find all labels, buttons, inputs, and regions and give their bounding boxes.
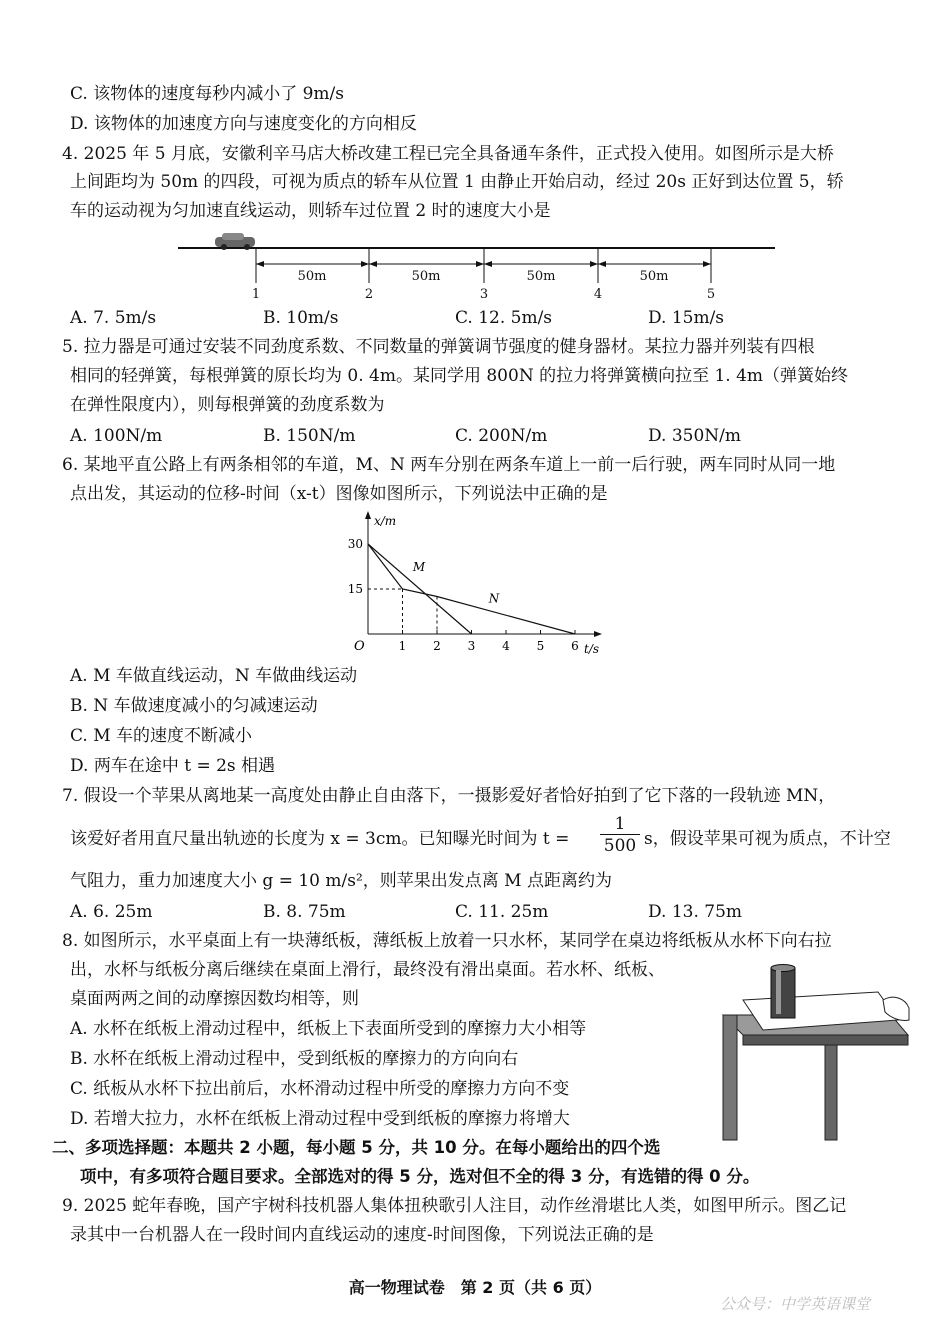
- bridge-diagram: [170, 228, 790, 303]
- q7-option-c: C. 11. 25m: [455, 902, 549, 922]
- q4-line-1: 4. 2025 年 5 月底，安徽利辛马店大桥改建工程已完全具备通车条件，正式投入使用。如图所示是大桥: [62, 144, 834, 164]
- q5-option-a: A. 100N/m: [70, 426, 163, 446]
- table-cup-illustration: [713, 960, 913, 1145]
- x-tick-label: 4: [502, 639, 510, 653]
- xt-graph: [330, 505, 610, 663]
- q4-line-2: 上间距均为 50m 的四段，可视为质点的轿车从位置 1 由静止开始启动，经过 20s 正好到达位置 5，轿: [70, 172, 844, 192]
- q9-line-1: 9. 2025 蛇年春晚，国产宇树科技机器人集体扭秧歌引人注目，动作丝滑堪比人类，如图甲所示。图乙记: [62, 1196, 847, 1216]
- segment-label: 50m: [411, 269, 441, 284]
- watermark: 公众号：中学英语课堂: [719, 1295, 870, 1313]
- segment-label: 50m: [526, 269, 556, 284]
- x-tick-label: 5: [536, 639, 545, 653]
- q8-line-1: 8. 如图所示，水平桌面上有一块薄纸板，薄纸板上放着一只水杯，某同学在桌边将纸板从水杯下向右拉: [62, 931, 832, 951]
- q4-option-c: C. 12. 5m/s: [455, 308, 553, 328]
- segment-label: 50m: [639, 269, 669, 284]
- q6-option-d: D. 两车在途中 t = 2s 相遇: [70, 756, 276, 776]
- x-axis-arrow: [594, 631, 602, 637]
- y-axis-label: x/m: [374, 514, 397, 528]
- page-footer: 高一物理试卷 第 2 页（共 6 页）: [348, 1278, 602, 1297]
- q7-option-b: B. 8. 75m: [263, 902, 346, 922]
- section-2-heading-line-1: 二、多项选择题：本题共 2 小题，每小题 5 分，共 10 分。在每小题给出的四个选: [52, 1138, 661, 1157]
- x-tick-label: 6: [571, 639, 579, 653]
- prev-option-c: C. 该物体的速度每秒内减小了 9m/s: [70, 84, 344, 104]
- q4-option-a: A. 7. 5m/s: [70, 308, 157, 328]
- q4-option-d: D. 15m/s: [648, 308, 725, 328]
- origin-label: O: [354, 639, 365, 654]
- q4-line-3: 车的运动视为匀加速直线运动，则轿车过位置 2 时的速度大小是: [70, 201, 551, 221]
- y-tick-label: 30: [347, 537, 363, 551]
- y-axis-arrow: [365, 511, 371, 519]
- x-tick-label: 1: [398, 639, 407, 653]
- x-tick-label: 3: [467, 639, 476, 653]
- position-label: 1: [251, 287, 261, 302]
- q8-option-b: B. 水杯在纸板上滑动过程中，受到纸板的摩擦力的方向向右: [70, 1049, 519, 1069]
- series-line-M: [368, 544, 472, 634]
- y-tick-label: 15: [347, 582, 363, 596]
- q5-option-d: D. 350N/m: [648, 426, 742, 446]
- x-axis-label: t/s: [584, 642, 600, 656]
- x-tick-label: 2: [433, 639, 441, 653]
- position-label: 5: [706, 287, 716, 302]
- section-2-heading-line-2: 项中，有多项符合题目要求。全部选对的得 5 分，选对但不全的得 3 分，有选错的得 0 分。: [80, 1167, 760, 1186]
- q8-line-3: 桌面两两之间的动摩擦因数均相等，则: [70, 989, 359, 1009]
- q8-option-d: D. 若增大拉力，水杯在纸板上滑动过程中受到纸板的摩擦力将增大: [70, 1109, 570, 1129]
- fraction-denominator: 500: [600, 834, 640, 857]
- q7-line-2a: 该爱好者用直尺量出轨迹的长度为 x = 3cm。已知曝光时间为 t =: [70, 829, 570, 849]
- position-label: 2: [364, 287, 374, 302]
- q5-line-1: 5. 拉力器是可通过安装不同劲度系数、不同数量的弹簧调节强度的健身器材。某拉力器并列装有四根: [62, 337, 815, 357]
- q6-line-2: 点出发，其运动的位移-时间（x-t）图像如图所示，下列说法中正确的是: [70, 484, 608, 504]
- q6-option-a: A. M 车做直线运动，N 车做曲线运动: [70, 666, 358, 686]
- q7-option-d: D. 13. 75m: [648, 902, 743, 922]
- q5-option-c: C. 200N/m: [455, 426, 548, 446]
- q8-option-a: A. 水杯在纸板上滑动过程中，纸板上下表面所受到的摩擦力大小相等: [70, 1019, 587, 1039]
- q4-option-b: B. 10m/s: [263, 308, 339, 328]
- q5-line-3: 在弹性限度内），则每根弹簧的劲度系数为: [70, 395, 385, 415]
- q7-line-1: 7. 假设一个苹果从离地某一高度处由静止自由落下，一摄影爱好者恰好拍到了它下落的一段轨迹 MN，: [62, 786, 836, 806]
- q7-line-2b: s，假设苹果可视为质点，不计空: [644, 829, 891, 849]
- q7-line-3: 气阻力，重力加速度大小 g = 10 m/s²，则苹果出发点离 M 点距离约为: [70, 871, 612, 891]
- q8-line-2: 出，水杯与纸板分离后继续在桌面上滑行，最终没有滑出桌面。若水杯、纸板、: [70, 960, 665, 980]
- series-label-M: M: [412, 560, 426, 574]
- series-label-N: N: [488, 591, 500, 606]
- q7-option-a: A. 6. 25m: [70, 902, 153, 922]
- fraction-numerator: 1: [614, 814, 626, 834]
- q6-option-c: C. M 车的速度不断减小: [70, 726, 253, 746]
- segment-label: 50m: [297, 269, 327, 284]
- q5-option-b: B. 150N/m: [263, 426, 356, 446]
- prev-option-d: D. 该物体的加速度方向与速度变化的方向相反: [70, 114, 417, 134]
- q8-option-c: C. 纸板从水杯下拉出前后，水杯滑动过程中所受的摩擦力方向不变: [70, 1079, 570, 1099]
- q6-line-1: 6. 某地平直公路上有两条相邻的车道，M、N 两车分别在两条车道上一前一后行驶，两车同时从同一地: [62, 455, 836, 475]
- position-label: 3: [479, 287, 489, 302]
- exposure-fraction: [600, 814, 640, 857]
- q9-line-2: 录其中一台机器人在一段时间内直线运动的速度-时间图像，下列说法正确的是: [70, 1225, 654, 1245]
- q5-line-2: 相同的轻弹簧，每根弹簧的原长均为 0. 4m。某同学用 800N 的拉力将弹簧横向拉至 1. 4m（弹簧始终: [70, 366, 849, 386]
- position-label: 4: [593, 287, 603, 302]
- q6-option-b: B. N 车做速度减小的匀减速运动: [70, 696, 318, 716]
